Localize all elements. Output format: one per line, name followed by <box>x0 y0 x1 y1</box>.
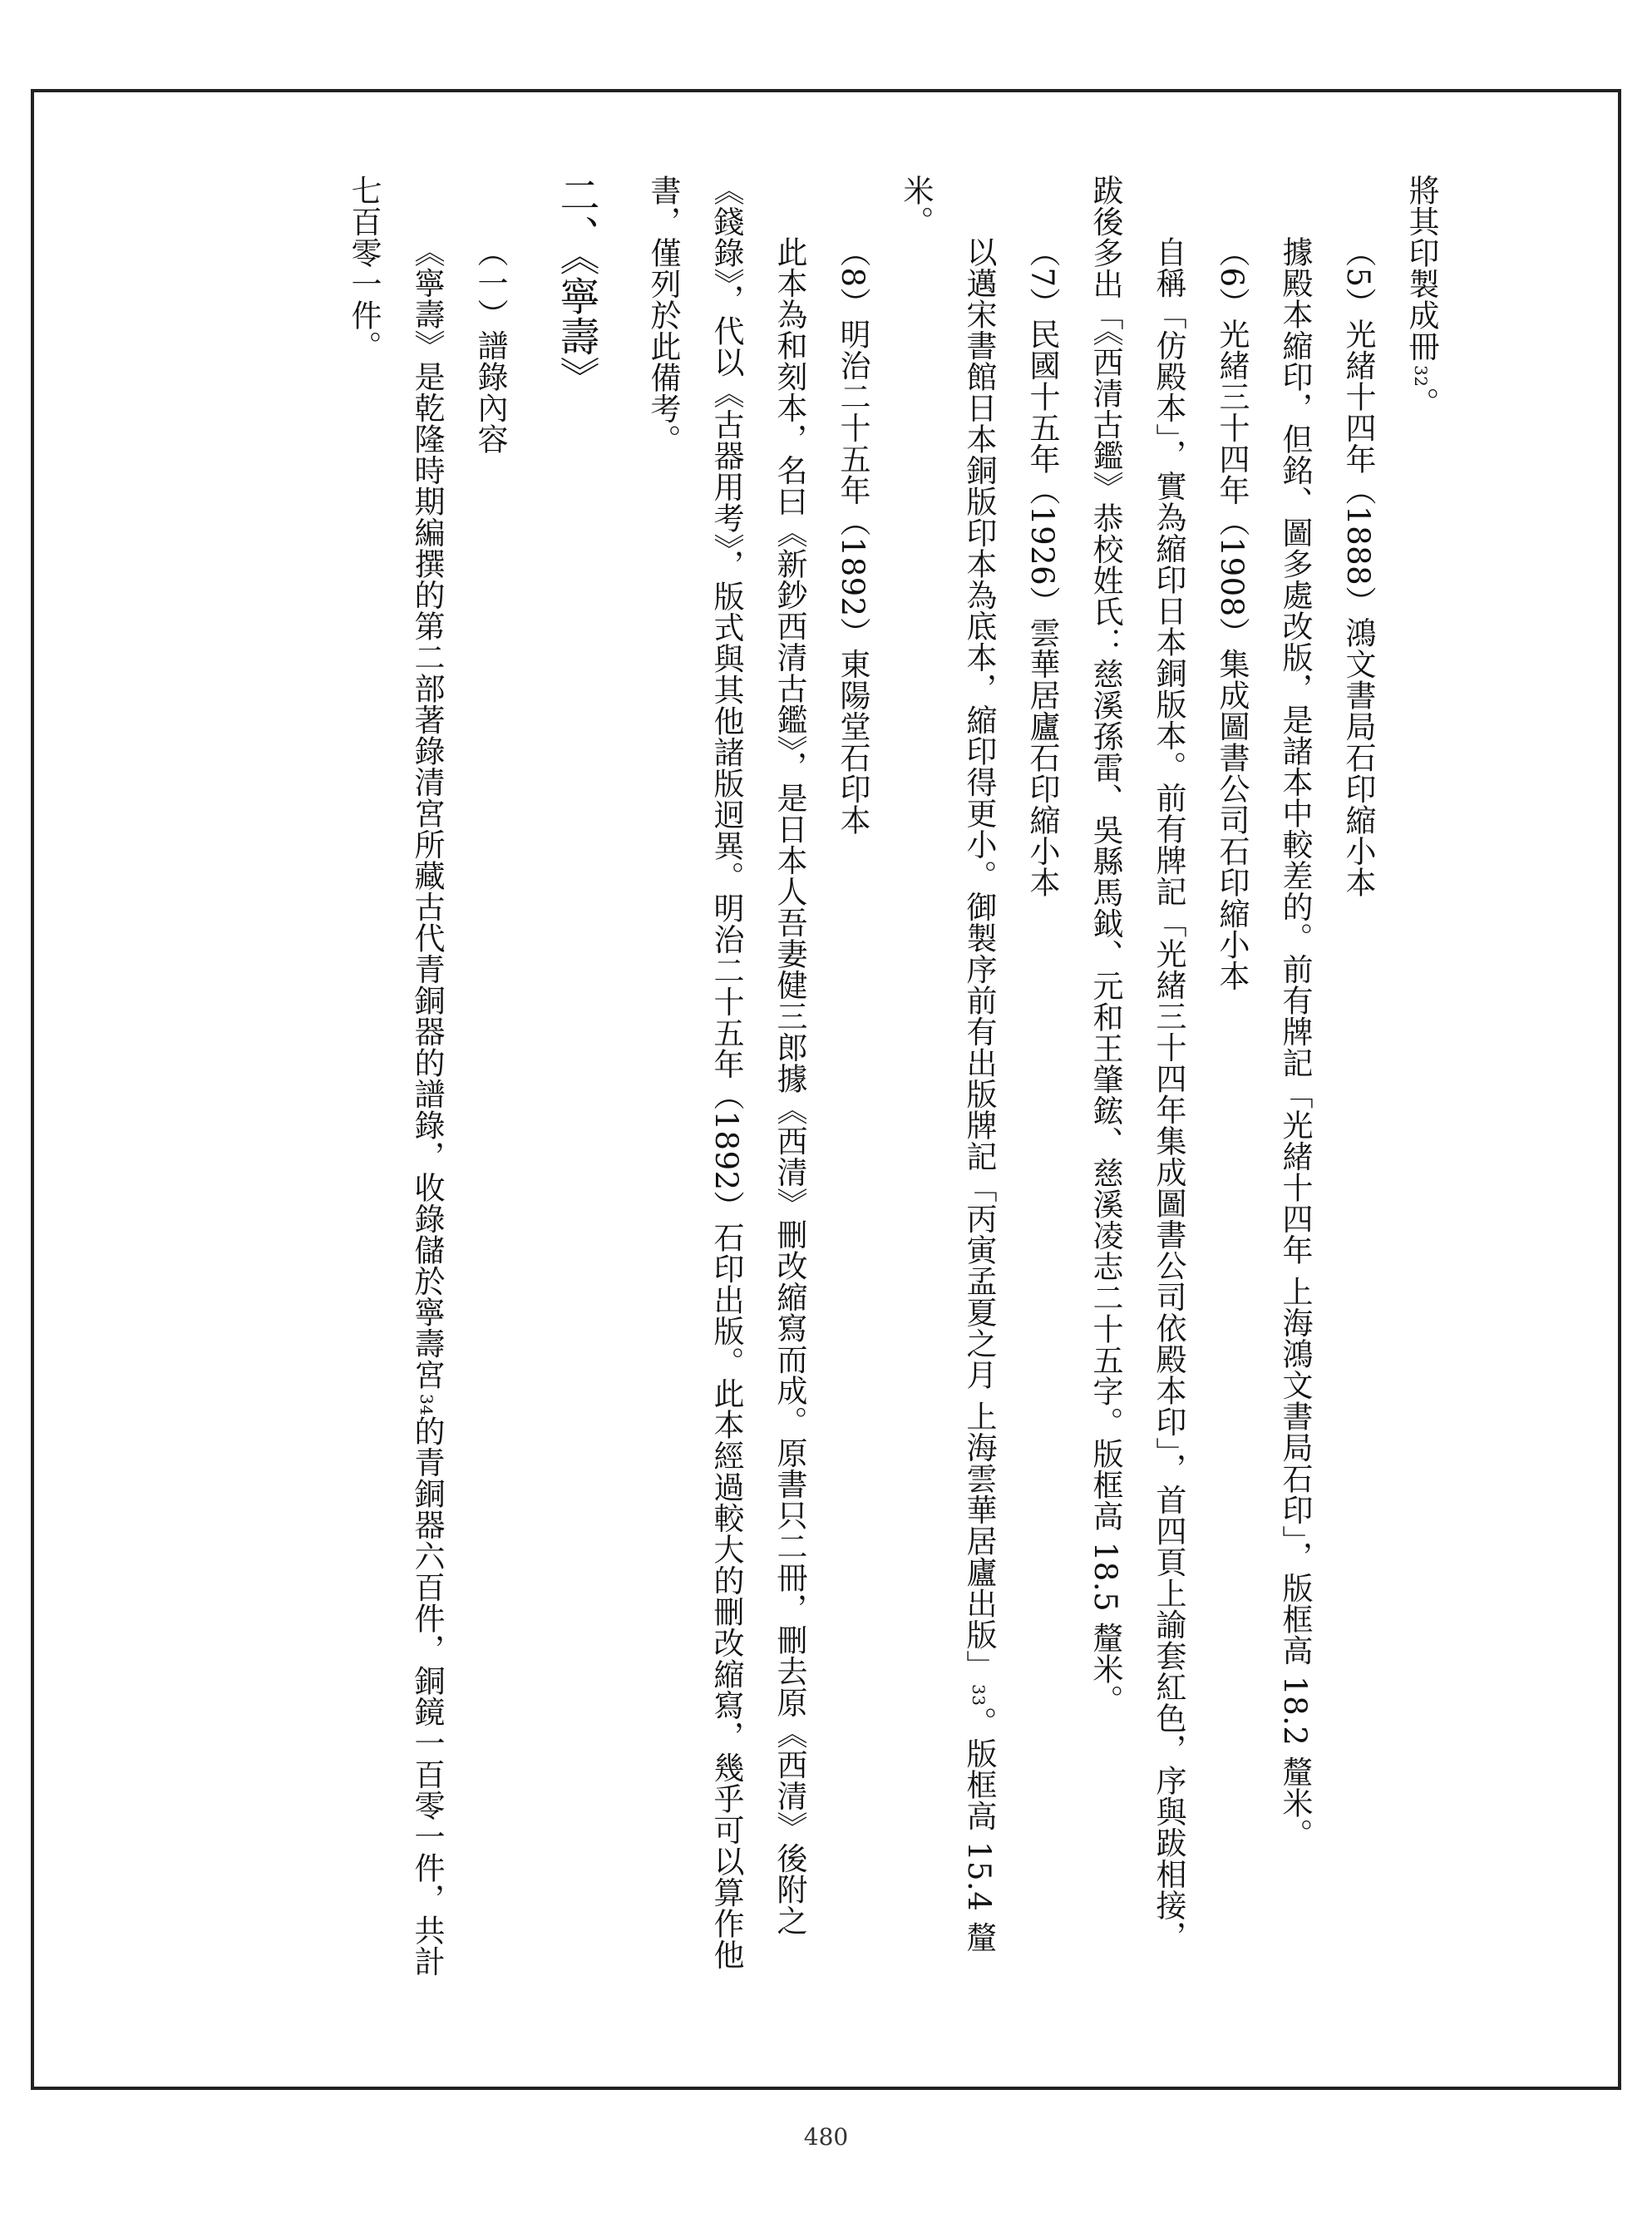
subsection-heading: （一）譜錄內容 <box>472 236 508 455</box>
paragraph: 據殿本縮印，但銘、圖多處改版，是諸本中較差的。前有牌記「光緒十四年 上海鴻文書局石印」，版框高 18.2 釐米。 <box>1277 236 1313 1850</box>
vertical-text-body <box>332 175 1452 1979</box>
edition-heading: （6）光緒三十四年（1908）集成圖書公司石印縮小本 <box>1214 236 1250 991</box>
footnote-marker: 34 <box>417 1393 436 1415</box>
paragraph-text: 將其印製成冊 <box>1403 175 1439 362</box>
section-heading: 二、《寧壽》 <box>553 175 599 397</box>
paragraph-text: 以邁宋書館日本銅版印本為底本，縮印得更小。御製序前有出版牌記「丙寅孟夏之月 上海雲華居廬出版」 <box>961 236 997 1682</box>
footnote-marker: 33 <box>969 1684 989 1707</box>
paragraph: 此本為和刻本，名曰《新鈔西清古鑑》，是日本人吾妻健三郎據《西清》刪改縮寫而成。原書只二冊，刪去原《西清》後附之《錢錄》，代以《古器用考》，版式與其他諸版迥異。明治二十五年（1892）石印出版。此本經過較大的刪改縮寫，幾乎可以算作他書，僅列於此備考。 <box>645 175 807 1971</box>
page-number: 480 <box>803 2123 849 2151</box>
paragraph-text: 。 <box>1403 387 1439 418</box>
paragraph: 自稱「仿殿本」，實為縮印日本銅版本。前有牌記「光緒三十四年集成圖書公司依殿本印」，首四頁上諭套紅色，序與跋相接，跋後多出「《西清古鑑》恭校姓氏：慈溪孫雷、吳縣馬鉞、元和王肇鋐、慈溪凌志二十五字。版框高 18.5 釐米。 <box>1087 175 1186 1952</box>
paragraph-text: 《寧壽》是乾隆時期編撰的第二部著錄清宮所藏古代青銅器的譜錄，收錄儲於寧壽宮 <box>409 236 445 1391</box>
footnote-marker: 32 <box>1411 365 1431 388</box>
paragraph <box>884 175 1010 1979</box>
paragraph <box>332 175 458 1979</box>
edition-heading: （5）光緒十四年（1888）鴻文書局石印縮小本 <box>1340 236 1376 898</box>
paragraph <box>1389 175 1452 1979</box>
paragraph-text: 。版框高 15.4 釐米。 <box>898 175 997 1954</box>
edition-heading: （7）民國十五年（1926）雲華居廬石印縮小本 <box>1024 236 1060 898</box>
paragraph-text: 的青銅器六百件，銅鏡一百零一件，共計七百零一件。 <box>346 175 445 1977</box>
edition-heading: （8）明治二十五年（1892）東陽堂石印本 <box>835 236 870 836</box>
